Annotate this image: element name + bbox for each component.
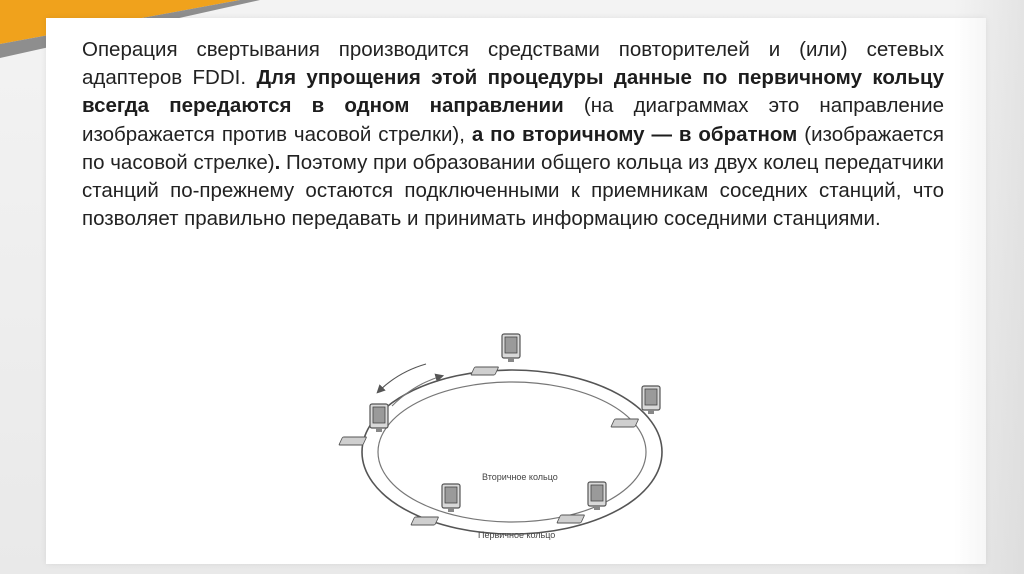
station-right (611, 386, 660, 427)
station-bottom-left (411, 484, 460, 525)
station-top (471, 334, 520, 375)
text-run: Операция свертывания производится средствами повторителей и (или) сетевых адаптеров FDDI. (82, 38, 944, 90)
text-run: Поэтому при образовании общего кольца из двух колец передатчики станций по-прежнему остаются подключенными к приемникам соседних станций, что позволяет правильно передавать и принимать информацию соседними станциями. (82, 150, 944, 231)
text-run: (изображается по часовой стрелке) (82, 122, 945, 174)
text-run-bold: Для упрощения этой процедуры данные по первичному кольцу всегда передаются в одном направлении (82, 66, 944, 118)
secondary-ring-label: Вторичное кольцо (482, 472, 558, 482)
text-run: (на диаграммах это направление изображается против часовой стрелки), (82, 94, 944, 146)
primary-ring (362, 370, 662, 534)
station-bottom-right (557, 482, 606, 523)
ring-diagram-svg (330, 320, 694, 562)
fddi-ring-diagram (330, 320, 694, 562)
text-run-bold: . (274, 150, 281, 174)
body-paragraph (82, 36, 944, 233)
primary-ring-label: Первичное кольцо (478, 530, 556, 540)
clockwise-arrow (392, 376, 442, 406)
text-run-bold: а по вторичному — в обратном (471, 122, 798, 146)
